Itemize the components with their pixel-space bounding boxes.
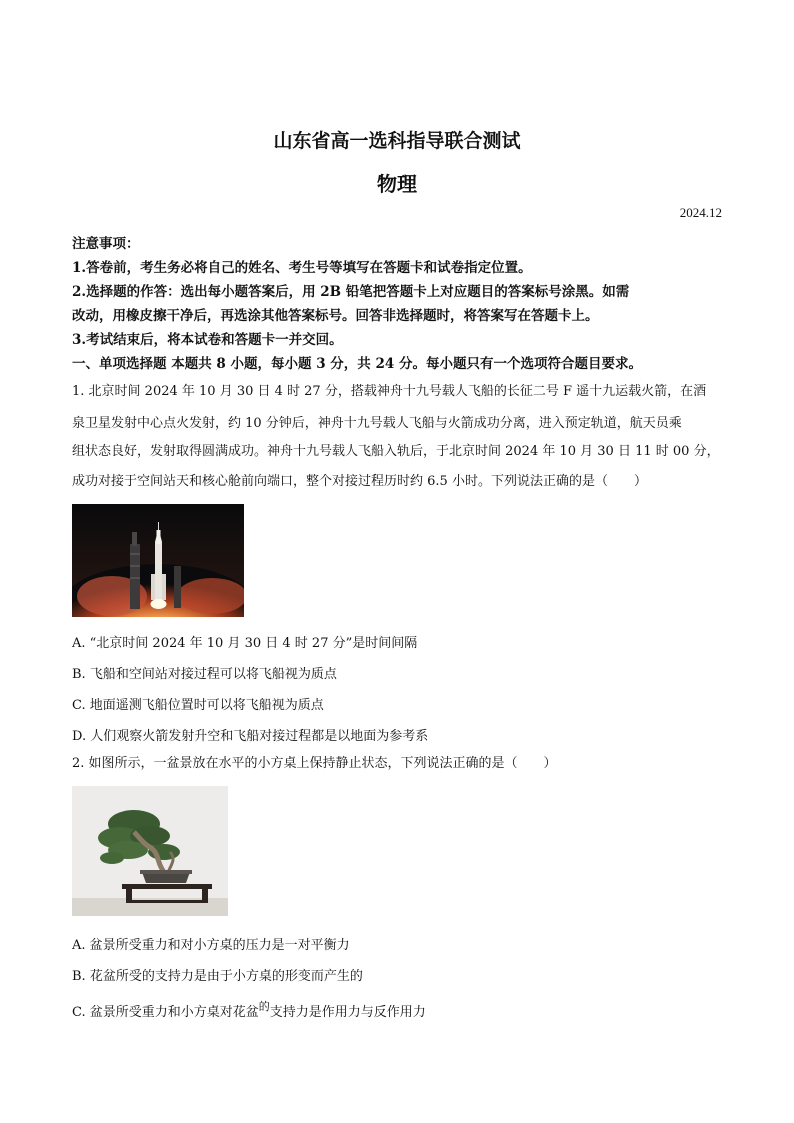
subject-title: 物理 <box>377 172 417 196</box>
page-title: 山东省高一选科指导联合测试 <box>273 130 521 152</box>
question-1-stem-line: 成功对接于空间站天和核心舱前向端口，整个对接过程历时约 6.5 小时。下列说法正确的是（ ） <box>72 474 647 489</box>
question-1-stem-line: 泉卫星发射中心点火发射，约 10 分钟后，神舟十九号载人飞船与火箭成功分离，进入预定轨道，航天员乘 <box>72 416 682 431</box>
question-1-option-b: B. 飞船和空间站对接过程可以将飞船视为质点 <box>72 667 337 682</box>
question-1-option-c: C. 地面遥测飞船位置时可以将飞船视为质点 <box>72 698 324 713</box>
notes-heading: 注意事项： <box>72 236 140 252</box>
exam-date: 2024.12 <box>679 205 722 220</box>
bonsai-photo <box>72 786 228 916</box>
option-c-text-end: 支持力是作用力与反作用力 <box>269 1005 426 1020</box>
question-1-option-d: D. 人们观察火箭发射升空和飞船对接过程都是以地面为参考系 <box>72 729 429 744</box>
note-item: 3.考试结束后，将本试卷和答题卡一并交回。 <box>72 332 343 348</box>
section-heading: 一、单项选择题 本题共 8 小题，每小题 3 分，共 24 分。每小题只有一个选项符合题目要求。 <box>72 356 642 372</box>
rocket-launch-photo <box>72 504 244 617</box>
option-c-superscript-char: 的 <box>258 1000 270 1013</box>
question-1-option-a: A. “北京时间 2024 年 10 月 30 日 4 时 27 分”是时间间隔 <box>72 636 418 651</box>
note-item: 2.选择题的作答：选出每小题答案后，用 2B 铅笔把答题卡上对应题目的答案标号涂黑。如需 <box>72 284 630 300</box>
question-2-option-b: B. 花盆所受的支持力是由于小方桌的形变而产生的 <box>72 969 363 984</box>
question-2-stem: 2. 如图所示，一盆景放在水平的小方桌上保持静止状态，下列说法正确的是（ ） <box>72 756 557 771</box>
question-2-option-c <box>72 1001 426 1020</box>
question-1-stem-line: 1. 北京时间 2024 年 10 月 30 日 4 时 27 分，搭载神舟十九号载人飞船的长征二号 F 遥十九运载火箭，在酒 <box>72 384 707 399</box>
note-item: 1.答卷前，考生务必将自己的姓名、考生号等填写在答题卡和试卷指定位置。 <box>72 260 532 276</box>
option-c-text-start: C. 盆景所受重力和小方桌对花盆 <box>72 1005 259 1020</box>
note-item: 改动，用橡皮擦干净后，再选涂其他答案标号。回答非选择题时，将答案写在答题卡上。 <box>72 308 599 324</box>
question-1-stem-line: 组状态良好，发射取得圆满成功。神舟十九号载人飞船入轨后，于北京时间 2024 年 10 月 30 日 11 时 00 分， <box>72 444 720 459</box>
question-2-option-a: A. 盆景所受重力和对小方桌的压力是一对平衡力 <box>72 938 350 953</box>
